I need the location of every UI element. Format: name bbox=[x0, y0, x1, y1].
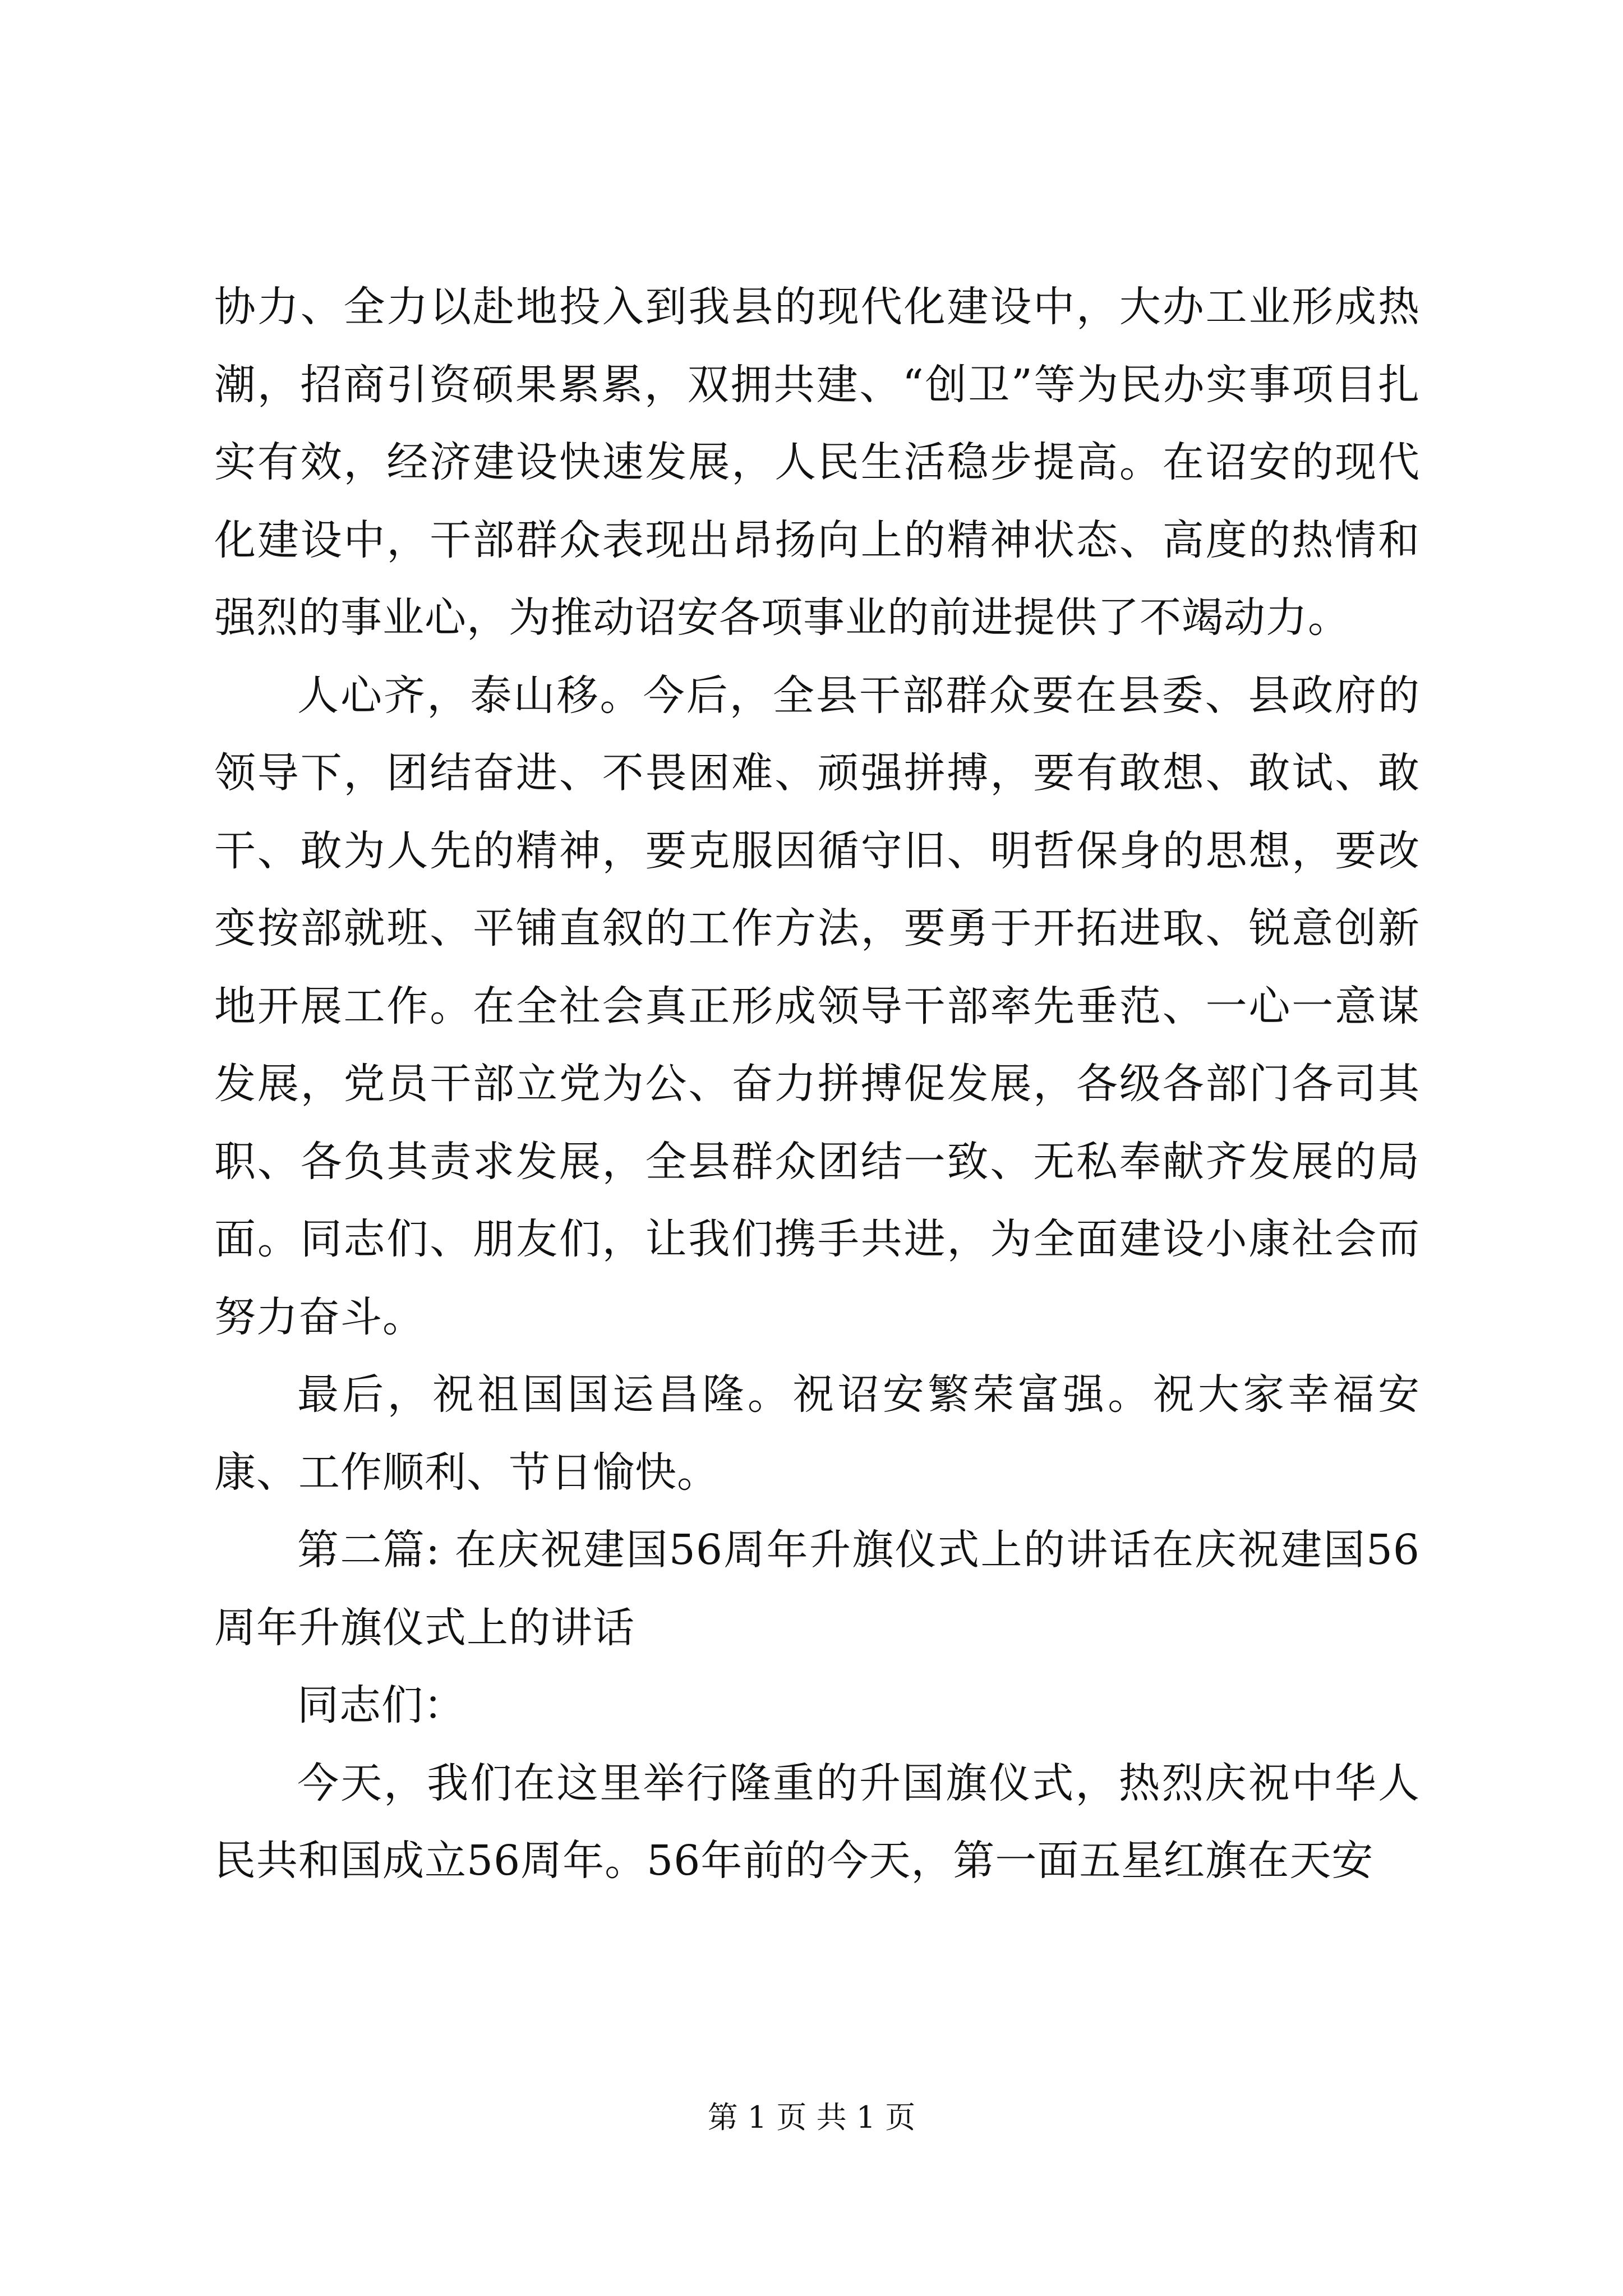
paragraph-3: 最后，祝祖国国运昌隆。祝诏安繁荣富强。祝大家幸福安康、工作顺利、节日愉快。 bbox=[214, 1370, 1420, 1497]
page-number-footer: 第 1 页 共 1 页 bbox=[707, 2100, 916, 2135]
paragraph-2: 人心齐，泰山移。今后，全县干部群众要在县委、县政府的领导下，团结奋进、不畏困难、顽强拼搏，要有敢想、敢试、敢干、敢为人先的精神，要克服因循守旧、明哲保身的思想，要改变按部就班、平铺直叙的工作方法，要勇于开拓进取、锐意创新地开展工作。在全社会真正形成领导干部率先垂范、一心一意谋发展，党员干部立党为公、奋力拼搏促发展，各级各部门各司其职、各负其责求发展，全县群众团结一致、无私奉献齐发展的局面。同志们、朋友们，让我们携手共进，为全面建设小康社会而努力奋斗。 bbox=[214, 671, 1420, 1341]
paragraph-1: 协力、全力以赴地投入到我县的现代化建设中，大办工业形成热潮，招商引资硕果累累，双拥共建、“创卫”等为民办实事项目扎实有效，经济建设快速发展，人民生活稳步提高。在诏安的现代化建设中，干部群众表现出昂扬向上的精神状态、高度的热情和强烈的事业心，为推动诏安各项事业的前进提供了不竭动力。 bbox=[214, 283, 1420, 642]
section-heading: 第二篇: 在庆祝建国56周年升旗仪式上的讲话在庆祝建国56周年升旗仪式上的讲话 bbox=[214, 1526, 1420, 1652]
salutation: 同志们： bbox=[297, 1681, 465, 1729]
paragraph-4: 今天，我们在这里举行隆重的升国旗仪式，热烈庆祝中华人民共和国成立56周年。56年前的今天，第一面五星红旗在天安 bbox=[214, 1759, 1420, 1885]
document-body bbox=[214, 268, 1420, 1900]
